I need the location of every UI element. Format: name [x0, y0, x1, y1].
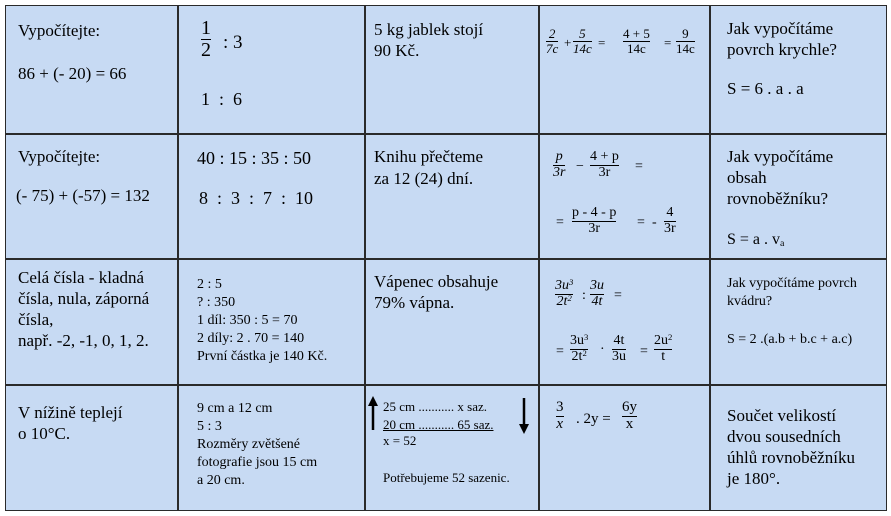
text-line: 79% vápna. — [374, 293, 455, 312]
text-line: a 20 cm. — [197, 473, 245, 488]
text-line: 5 kg jablek stojí — [374, 20, 484, 39]
text-line: o 10°C. — [18, 424, 71, 443]
cell-r4-c5 — [711, 386, 886, 510]
text-line: čísla, nula, záporná — [18, 289, 150, 308]
ratio: 1 : 6 — [201, 89, 243, 109]
text-line: Jak vypočítáme — [727, 147, 834, 166]
text-line: Rozměry zvětšené — [197, 437, 301, 452]
plus-sign: + — [564, 35, 572, 50]
fraction: p - 4 - p 3r — [572, 205, 617, 236]
fraction: 3u 4t — [590, 278, 604, 309]
text-line: je 180°. — [727, 469, 781, 488]
cell-r2-c1 — [6, 135, 177, 258]
text-line: 90 Kč. — [374, 41, 420, 60]
fraction: 6y x — [622, 399, 637, 432]
text-line: x = 52 — [383, 433, 417, 448]
formula: S = a . $v_a$ — [727, 231, 785, 249]
fraction: 2 7c — [546, 26, 559, 56]
fraction: p 3r — [553, 149, 566, 180]
down-arrow-icon — [519, 398, 529, 434]
fraction: 9 14c — [676, 26, 695, 56]
text-line: obsah — [727, 168, 767, 187]
text-line: čísla, — [18, 310, 54, 329]
ratio: 40 : 15 : 35 : 50 — [197, 148, 312, 168]
fraction — [201, 18, 211, 61]
text-line: Knihu přečteme — [374, 147, 484, 166]
cell-r2-c2 — [179, 135, 364, 258]
text-line: V nížině teplejí — [18, 403, 123, 422]
cell-label: Vypočítejte: — [18, 21, 101, 40]
multiply-sign: · — [600, 342, 605, 357]
text-line: Potřebujeme 52 sazenic. — [383, 470, 510, 485]
text-line: Jak vypočítáme — [727, 19, 834, 38]
text-line: kvádru? — [727, 294, 773, 309]
text-line: Celá čísla - kladná — [18, 268, 145, 287]
text-line: 5 : 3 — [197, 419, 222, 434]
cell-r2-c4 — [540, 135, 709, 258]
text-line: Vápenec obsahuje — [374, 272, 499, 291]
fraction: 4t 3u — [612, 333, 626, 364]
math-card-grid — [5, 5, 887, 511]
text-line: První částka je 140 Kč. — [197, 349, 328, 364]
text-line: dvou sousedních — [727, 427, 841, 446]
cell-r4-c3 — [366, 386, 538, 510]
cell-r3-c4 — [540, 260, 709, 384]
text-line: rovnoběžníku? — [727, 189, 829, 208]
equation: (- 75) + (-57) = 132 — [16, 186, 150, 205]
row-divider — [6, 258, 886, 260]
row-divider — [6, 133, 886, 135]
cell-r3-c2 — [179, 260, 364, 384]
text-line: Součet velikostí — [727, 406, 837, 425]
minus-sign: − — [576, 159, 584, 174]
row-divider — [6, 384, 886, 386]
cell-r4-c4 — [540, 386, 709, 510]
text-line: 20 cm ........... 65 saz. — [383, 417, 494, 432]
up-arrow-icon — [368, 396, 378, 430]
text-line: 1 díl: 350 : 5 = 70 — [197, 313, 298, 328]
text-line: povrch krychle? — [727, 40, 837, 59]
cell-r4-c1 — [6, 386, 177, 510]
cell-label: Vypočítejte: — [18, 147, 101, 166]
equals-sign: = — [614, 288, 622, 303]
cell-r2-c3 — [366, 135, 538, 258]
equals-sign: = — [635, 159, 643, 174]
equals-sign: = — [637, 215, 645, 230]
text-line: např. -2, -1, 0, 1, 2. — [18, 331, 149, 350]
column-divider — [538, 6, 540, 510]
numerator: 1 — [201, 17, 211, 39]
cell-r3-c5 — [711, 260, 886, 384]
text-line: ? : 350 — [197, 295, 236, 310]
cell-r1-c3 — [366, 6, 538, 133]
denominator: 2 — [201, 39, 211, 61]
cell-r2-c5 — [711, 135, 886, 258]
text-line: fotografie jsou 15 cm — [197, 455, 318, 470]
divide-sign: : — [582, 288, 586, 303]
equals-sign: = — [598, 35, 606, 50]
text-line: 2 díly: 2 . 70 = 140 — [197, 331, 305, 346]
equals-sign: = — [664, 35, 672, 50]
fraction: $3u^3$ $2t^2$ — [555, 277, 574, 309]
equation: 86 + (- 20) = 66 — [18, 64, 127, 83]
cell-r4-c2 — [179, 386, 364, 510]
column-divider — [177, 6, 179, 510]
cell-r3-c3 — [366, 260, 538, 384]
formula: S = 2 .(a.b + b.c + a.c) — [727, 332, 853, 347]
column-divider — [364, 6, 366, 510]
ratio: 8 : 3 : 7 : 10 — [199, 188, 314, 208]
cell-r3-c1 — [6, 260, 177, 384]
negative-sign: - — [652, 215, 657, 230]
cell-r1-c5 — [711, 6, 886, 133]
equation-mid: . 2y = — [576, 411, 611, 427]
operator: : 3 — [223, 32, 243, 53]
text-line: Jak vypočítáme povrch — [727, 276, 857, 291]
cell-r1-c1 — [6, 6, 177, 133]
text-line: za 12 (24) dní. — [374, 169, 474, 188]
fraction: 5 14c — [573, 26, 592, 56]
fraction: $3u^3$ $2t^2$ — [570, 332, 589, 364]
fraction: 4 + 5 14c — [623, 26, 650, 56]
fraction: $2u^2$ t — [654, 332, 673, 364]
equals-sign: = — [640, 344, 648, 359]
cell-r1-c2 — [179, 6, 364, 133]
fraction: 4 + p 3r — [590, 149, 619, 180]
cell-r1-c4 — [540, 6, 709, 133]
text-line: 2 : 5 — [197, 277, 222, 292]
equals-sign: = — [556, 215, 564, 230]
column-divider — [709, 6, 711, 510]
fraction: 3 x — [556, 399, 564, 432]
text-line: 25 cm ........... x saz. — [383, 399, 487, 414]
text-line: úhlů rovnoběžníku — [727, 448, 855, 467]
equals-sign: = — [556, 344, 564, 359]
fraction: 4 3r — [664, 205, 676, 236]
text-line: 9 cm a 12 cm — [197, 401, 273, 416]
formula: S = 6 . a . a — [727, 79, 804, 98]
